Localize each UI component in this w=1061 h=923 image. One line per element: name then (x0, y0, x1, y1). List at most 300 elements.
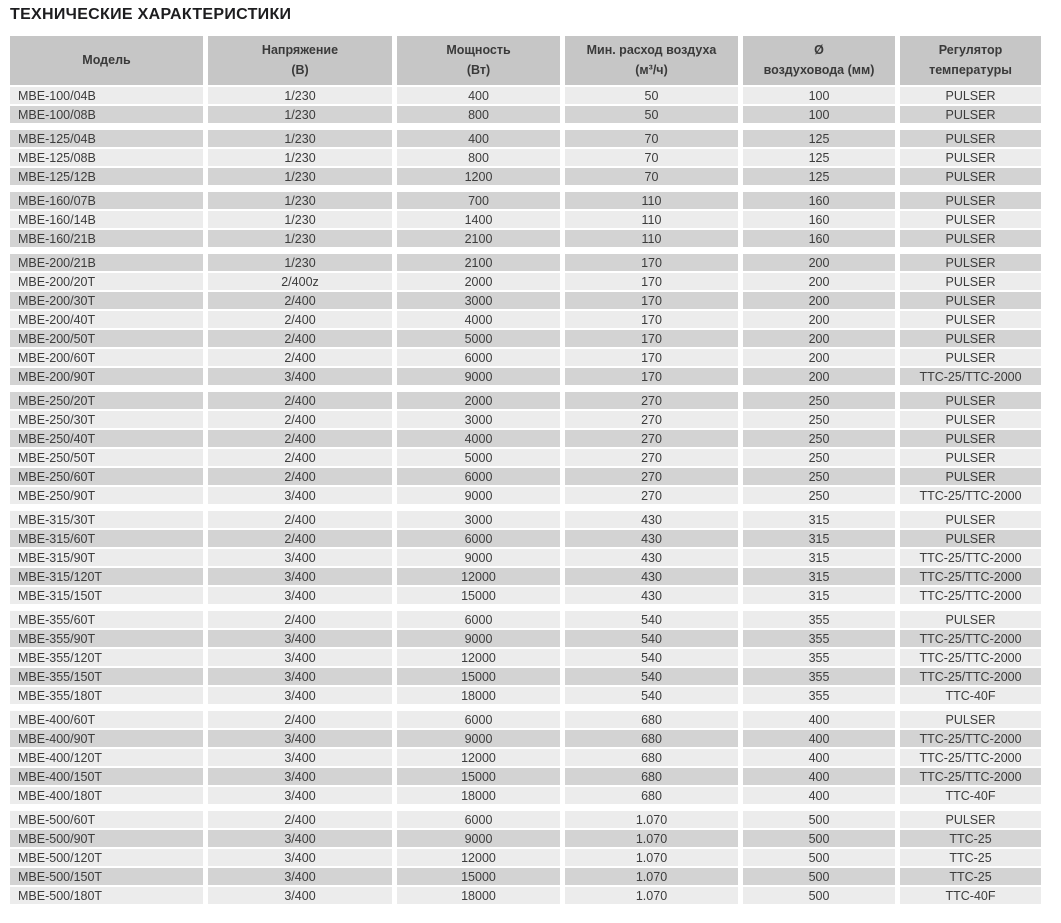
power-cell: 9000 (397, 830, 560, 847)
model-cell: MBE-355/60T (10, 611, 203, 628)
diameter-cell: 125 (743, 130, 895, 147)
regulator-cell: PULSER (900, 611, 1041, 628)
regulator-cell: PULSER (900, 349, 1041, 366)
group-separator (10, 806, 1041, 809)
voltage-cell: 3/400 (208, 830, 392, 847)
group-separator (10, 506, 1041, 509)
diameter-cell: 355 (743, 630, 895, 647)
column-header-model (10, 36, 203, 85)
airflow-cell: 430 (565, 568, 738, 585)
model-cell: MBE-400/60T (10, 711, 203, 728)
voltage-cell: 3/400 (208, 749, 392, 766)
diameter-cell: 250 (743, 449, 895, 466)
table-row (10, 487, 1041, 504)
group-separator (10, 187, 1041, 190)
regulator-cell: TTC-25/TTC-2000 (900, 730, 1041, 747)
power-cell: 9000 (397, 487, 560, 504)
voltage-cell: 3/400 (208, 787, 392, 804)
model-cell: MBE-100/08B (10, 106, 203, 123)
column-header-voltage (208, 36, 392, 85)
voltage-cell: 2/400 (208, 411, 392, 428)
power-cell: 15000 (397, 668, 560, 685)
regulator-cell: TTC-40F (900, 887, 1041, 904)
model-cell: MBE-500/60T (10, 811, 203, 828)
airflow-cell: 430 (565, 549, 738, 566)
diameter-cell: 125 (743, 168, 895, 185)
regulator-cell: PULSER (900, 273, 1041, 290)
regulator-cell: TTC-25 (900, 830, 1041, 847)
diameter-cell: 315 (743, 530, 895, 547)
model-cell: MBE-250/50T (10, 449, 203, 466)
regulator-cell: TTC-40F (900, 687, 1041, 704)
diameter-cell: 315 (743, 549, 895, 566)
power-cell: 1400 (397, 211, 560, 228)
diameter-cell: 315 (743, 587, 895, 604)
group-separator (10, 125, 1041, 128)
airflow-cell: 1.070 (565, 830, 738, 847)
table-row (10, 749, 1041, 766)
column-header-unit: температуры (929, 62, 1012, 77)
table-row (10, 587, 1041, 604)
power-cell: 18000 (397, 687, 560, 704)
airflow-cell: 1.070 (565, 868, 738, 885)
regulator-cell: TTC-25/TTC-2000 (900, 649, 1041, 666)
table-row (10, 392, 1041, 409)
model-cell: MBE-400/120T (10, 749, 203, 766)
model-cell: MBE-500/90T (10, 830, 203, 847)
table-row (10, 549, 1041, 566)
model-cell: MBE-200/60T (10, 349, 203, 366)
power-cell: 6000 (397, 811, 560, 828)
model-cell: MBE-100/04B (10, 87, 203, 104)
airflow-cell: 680 (565, 730, 738, 747)
regulator-cell: PULSER (900, 430, 1041, 447)
airflow-cell: 430 (565, 587, 738, 604)
airflow-cell: 540 (565, 630, 738, 647)
diameter-cell: 100 (743, 106, 895, 123)
diameter-cell: 200 (743, 330, 895, 347)
regulator-cell: PULSER (900, 392, 1041, 409)
voltage-cell: 3/400 (208, 549, 392, 566)
model-cell: MBE-400/150T (10, 768, 203, 785)
power-cell: 9000 (397, 730, 560, 747)
model-cell: MBE-250/30T (10, 411, 203, 428)
column-header-duct-diameter (743, 36, 895, 85)
airflow-cell: 50 (565, 106, 738, 123)
column-header-unit: (В) (291, 62, 309, 77)
power-cell: 15000 (397, 768, 560, 785)
model-cell: MBE-200/50T (10, 330, 203, 347)
table-row (10, 254, 1041, 271)
airflow-cell: 50 (565, 87, 738, 104)
table-row (10, 511, 1041, 528)
airflow-cell: 1.070 (565, 849, 738, 866)
power-cell: 2100 (397, 254, 560, 271)
column-header-unit: (Вт) (466, 62, 491, 77)
airflow-cell: 70 (565, 149, 738, 166)
model-cell: MBE-355/120T (10, 649, 203, 666)
regulator-cell: PULSER (900, 211, 1041, 228)
table-row (10, 368, 1041, 385)
airflow-cell: 170 (565, 368, 738, 385)
diameter-cell: 500 (743, 811, 895, 828)
table-row (10, 868, 1041, 885)
airflow-cell: 270 (565, 487, 738, 504)
model-cell: MBE-200/21B (10, 254, 203, 271)
table-row (10, 649, 1041, 666)
airflow-cell: 270 (565, 411, 738, 428)
diameter-cell: 500 (743, 849, 895, 866)
diameter-cell: 200 (743, 368, 895, 385)
power-cell: 2000 (397, 273, 560, 290)
diameter-cell: 200 (743, 349, 895, 366)
table-row (10, 849, 1041, 866)
power-cell: 12000 (397, 649, 560, 666)
voltage-cell: 3/400 (208, 887, 392, 904)
model-cell: MBE-200/30T (10, 292, 203, 309)
table-row (10, 687, 1041, 704)
voltage-cell: 3/400 (208, 849, 392, 866)
diameter-cell: 355 (743, 611, 895, 628)
regulator-cell: PULSER (900, 230, 1041, 247)
specs-table-header (10, 36, 1041, 85)
regulator-cell: TTC-40F (900, 787, 1041, 804)
regulator-cell: PULSER (900, 530, 1041, 547)
power-cell: 800 (397, 106, 560, 123)
table-row (10, 106, 1041, 123)
voltage-cell: 2/400 (208, 711, 392, 728)
table-row (10, 768, 1041, 785)
column-header-label: Мощность (446, 43, 511, 58)
airflow-cell: 540 (565, 649, 738, 666)
diameter-cell: 400 (743, 749, 895, 766)
table-row (10, 411, 1041, 428)
airflow-cell: 170 (565, 254, 738, 271)
model-cell: MBE-125/04B (10, 130, 203, 147)
model-cell: MBE-125/12B (10, 168, 203, 185)
model-cell: MBE-315/90T (10, 549, 203, 566)
table-row (10, 830, 1041, 847)
power-cell: 3000 (397, 411, 560, 428)
power-cell: 6000 (397, 611, 560, 628)
table-row (10, 730, 1041, 747)
power-cell: 2000 (397, 392, 560, 409)
power-cell: 5000 (397, 449, 560, 466)
model-cell: MBE-355/150T (10, 668, 203, 685)
voltage-cell: 2/400 (208, 468, 392, 485)
voltage-cell: 3/400 (208, 368, 392, 385)
regulator-cell: TTC-25/TTC-2000 (900, 368, 1041, 385)
voltage-cell: 1/230 (208, 230, 392, 247)
table-row (10, 611, 1041, 628)
model-cell: MBE-400/90T (10, 730, 203, 747)
airflow-cell: 430 (565, 511, 738, 528)
regulator-cell: PULSER (900, 149, 1041, 166)
power-cell: 6000 (397, 530, 560, 547)
regulator-cell: TTC-25/TTC-2000 (900, 668, 1041, 685)
model-cell: MBE-125/08B (10, 149, 203, 166)
airflow-cell: 170 (565, 292, 738, 309)
regulator-cell: TTC-25/TTC-2000 (900, 768, 1041, 785)
voltage-cell: 1/230 (208, 106, 392, 123)
diameter-cell: 160 (743, 192, 895, 209)
model-cell: MBE-250/20T (10, 392, 203, 409)
model-cell: MBE-250/40T (10, 430, 203, 447)
voltage-cell: 2/400 (208, 292, 392, 309)
group-separator (10, 387, 1041, 390)
airflow-cell: 680 (565, 768, 738, 785)
voltage-cell: 2/400 (208, 430, 392, 447)
model-cell: MBE-500/180T (10, 887, 203, 904)
table-row (10, 330, 1041, 347)
table-row (10, 430, 1041, 447)
airflow-cell: 170 (565, 330, 738, 347)
airflow-cell: 170 (565, 273, 738, 290)
table-row (10, 149, 1041, 166)
diameter-cell: 400 (743, 787, 895, 804)
voltage-cell: 2/400 (208, 392, 392, 409)
regulator-cell: PULSER (900, 192, 1041, 209)
model-cell: MBE-315/60T (10, 530, 203, 547)
airflow-cell: 680 (565, 711, 738, 728)
model-cell: MBE-315/150T (10, 587, 203, 604)
regulator-cell: TTC-25/TTC-2000 (900, 630, 1041, 647)
table-row (10, 887, 1041, 904)
diameter-cell: 160 (743, 230, 895, 247)
voltage-cell: 1/230 (208, 168, 392, 185)
model-cell: MBE-250/90T (10, 487, 203, 504)
diameter-cell: 400 (743, 768, 895, 785)
model-cell: MBE-160/07B (10, 192, 203, 209)
power-cell: 400 (397, 130, 560, 147)
specs-table-body (10, 87, 1041, 904)
regulator-cell: TTC-25/TTC-2000 (900, 549, 1041, 566)
table-row (10, 130, 1041, 147)
specs-table (5, 34, 1046, 906)
group-separator (10, 249, 1041, 252)
voltage-cell: 2/400z (208, 273, 392, 290)
model-cell: MBE-315/120T (10, 568, 203, 585)
power-cell: 12000 (397, 849, 560, 866)
airflow-cell: 270 (565, 430, 738, 447)
voltage-cell: 3/400 (208, 568, 392, 585)
diameter-cell: 400 (743, 730, 895, 747)
regulator-cell: PULSER (900, 168, 1041, 185)
voltage-cell: 3/400 (208, 687, 392, 704)
diameter-cell: 355 (743, 687, 895, 704)
table-row (10, 168, 1041, 185)
airflow-cell: 270 (565, 449, 738, 466)
table-row (10, 568, 1041, 585)
table-row (10, 211, 1041, 228)
header-row (10, 36, 1041, 85)
diameter-cell: 500 (743, 868, 895, 885)
voltage-cell: 3/400 (208, 630, 392, 647)
regulator-cell: PULSER (900, 330, 1041, 347)
column-header-label: Модель (82, 52, 131, 67)
diameter-cell: 250 (743, 392, 895, 409)
power-cell: 800 (397, 149, 560, 166)
table-row (10, 811, 1041, 828)
voltage-cell: 3/400 (208, 649, 392, 666)
table-row (10, 87, 1041, 104)
voltage-cell: 2/400 (208, 449, 392, 466)
regulator-cell: PULSER (900, 130, 1041, 147)
table-row (10, 192, 1041, 209)
regulator-cell: TTC-25 (900, 868, 1041, 885)
regulator-cell: PULSER (900, 106, 1041, 123)
voltage-cell: 1/230 (208, 254, 392, 271)
power-cell: 15000 (397, 868, 560, 885)
airflow-cell: 1.070 (565, 811, 738, 828)
airflow-cell: 110 (565, 192, 738, 209)
table-row (10, 530, 1041, 547)
model-cell: MBE-200/20T (10, 273, 203, 290)
power-cell: 4000 (397, 311, 560, 328)
regulator-cell: TTC-25 (900, 849, 1041, 866)
diameter-cell: 200 (743, 311, 895, 328)
voltage-cell: 3/400 (208, 730, 392, 747)
diameter-cell: 160 (743, 211, 895, 228)
power-cell: 12000 (397, 749, 560, 766)
airflow-cell: 70 (565, 130, 738, 147)
regulator-cell: PULSER (900, 711, 1041, 728)
voltage-cell: 3/400 (208, 768, 392, 785)
diameter-cell: 200 (743, 292, 895, 309)
power-cell: 1200 (397, 168, 560, 185)
power-cell: 4000 (397, 430, 560, 447)
power-cell: 2100 (397, 230, 560, 247)
airflow-cell: 1.070 (565, 887, 738, 904)
voltage-cell: 2/400 (208, 611, 392, 628)
page-title: ТЕХНИЧЕСКИЕ ХАРАКТЕРИСТИКИ (10, 6, 292, 23)
airflow-cell: 170 (565, 349, 738, 366)
table-row (10, 349, 1041, 366)
power-cell: 9000 (397, 368, 560, 385)
power-cell: 6000 (397, 711, 560, 728)
regulator-cell: PULSER (900, 468, 1041, 485)
airflow-cell: 430 (565, 530, 738, 547)
model-cell: MBE-500/150T (10, 868, 203, 885)
column-header-airflow (565, 36, 738, 85)
table-row (10, 230, 1041, 247)
airflow-cell: 270 (565, 392, 738, 409)
column-header-label: Регулятор (938, 43, 1003, 58)
voltage-cell: 1/230 (208, 149, 392, 166)
voltage-cell: 1/230 (208, 130, 392, 147)
airflow-cell: 110 (565, 230, 738, 247)
column-header-label: Мин. расход воздуха (586, 43, 717, 58)
voltage-cell: 3/400 (208, 668, 392, 685)
table-row (10, 468, 1041, 485)
voltage-cell: 2/400 (208, 311, 392, 328)
voltage-cell: 1/230 (208, 192, 392, 209)
model-cell: MBE-500/120T (10, 849, 203, 866)
diameter-cell: 250 (743, 487, 895, 504)
table-row (10, 273, 1041, 290)
power-cell: 6000 (397, 468, 560, 485)
power-cell: 18000 (397, 787, 560, 804)
table-row (10, 711, 1041, 728)
voltage-cell: 2/400 (208, 349, 392, 366)
regulator-cell: PULSER (900, 311, 1041, 328)
airflow-cell: 540 (565, 611, 738, 628)
power-cell: 18000 (397, 887, 560, 904)
group-separator (10, 606, 1041, 609)
regulator-cell: PULSER (900, 449, 1041, 466)
diameter-cell: 250 (743, 430, 895, 447)
diameter-cell: 250 (743, 468, 895, 485)
model-cell: MBE-355/90T (10, 630, 203, 647)
power-cell: 5000 (397, 330, 560, 347)
regulator-cell: PULSER (900, 411, 1041, 428)
diameter-cell: 250 (743, 411, 895, 428)
regulator-cell: PULSER (900, 811, 1041, 828)
voltage-cell: 2/400 (208, 530, 392, 547)
power-cell: 400 (397, 87, 560, 104)
voltage-cell: 1/230 (208, 87, 392, 104)
regulator-cell: TTC-25/TTC-2000 (900, 568, 1041, 585)
regulator-cell: PULSER (900, 254, 1041, 271)
regulator-cell: PULSER (900, 292, 1041, 309)
airflow-cell: 540 (565, 687, 738, 704)
airflow-cell: 680 (565, 749, 738, 766)
power-cell: 12000 (397, 568, 560, 585)
diameter-cell: 355 (743, 668, 895, 685)
table-row (10, 311, 1041, 328)
column-header-label: Напряжение (261, 43, 339, 58)
power-cell: 3000 (397, 511, 560, 528)
regulator-cell: PULSER (900, 511, 1041, 528)
power-cell: 3000 (397, 292, 560, 309)
power-cell: 700 (397, 192, 560, 209)
power-cell: 6000 (397, 349, 560, 366)
airflow-cell: 70 (565, 168, 738, 185)
column-header-label: Ø (814, 43, 824, 58)
airflow-cell: 540 (565, 668, 738, 685)
regulator-cell: TTC-25/TTC-2000 (900, 749, 1041, 766)
airflow-cell: 110 (565, 211, 738, 228)
model-cell: MBE-200/40T (10, 311, 203, 328)
voltage-cell: 2/400 (208, 811, 392, 828)
diameter-cell: 125 (743, 149, 895, 166)
airflow-cell: 270 (565, 468, 738, 485)
voltage-cell: 2/400 (208, 511, 392, 528)
diameter-cell: 200 (743, 273, 895, 290)
column-header-regulator (900, 36, 1041, 85)
voltage-cell: 1/230 (208, 211, 392, 228)
column-header-unit: воздуховода (мм) (763, 62, 875, 77)
model-cell: MBE-160/14B (10, 211, 203, 228)
diameter-cell: 315 (743, 568, 895, 585)
table-row (10, 630, 1041, 647)
power-cell: 15000 (397, 587, 560, 604)
model-cell: MBE-315/30T (10, 511, 203, 528)
voltage-cell: 3/400 (208, 868, 392, 885)
model-cell: MBE-250/60T (10, 468, 203, 485)
voltage-cell: 2/400 (208, 330, 392, 347)
table-row (10, 787, 1041, 804)
model-cell: MBE-160/21B (10, 230, 203, 247)
group-separator (10, 706, 1041, 709)
model-cell: MBE-200/90T (10, 368, 203, 385)
voltage-cell: 3/400 (208, 487, 392, 504)
airflow-cell: 680 (565, 787, 738, 804)
column-header-power (397, 36, 560, 85)
power-cell: 9000 (397, 549, 560, 566)
diameter-cell: 315 (743, 511, 895, 528)
column-header-unit: (м³/ч) (635, 62, 668, 77)
